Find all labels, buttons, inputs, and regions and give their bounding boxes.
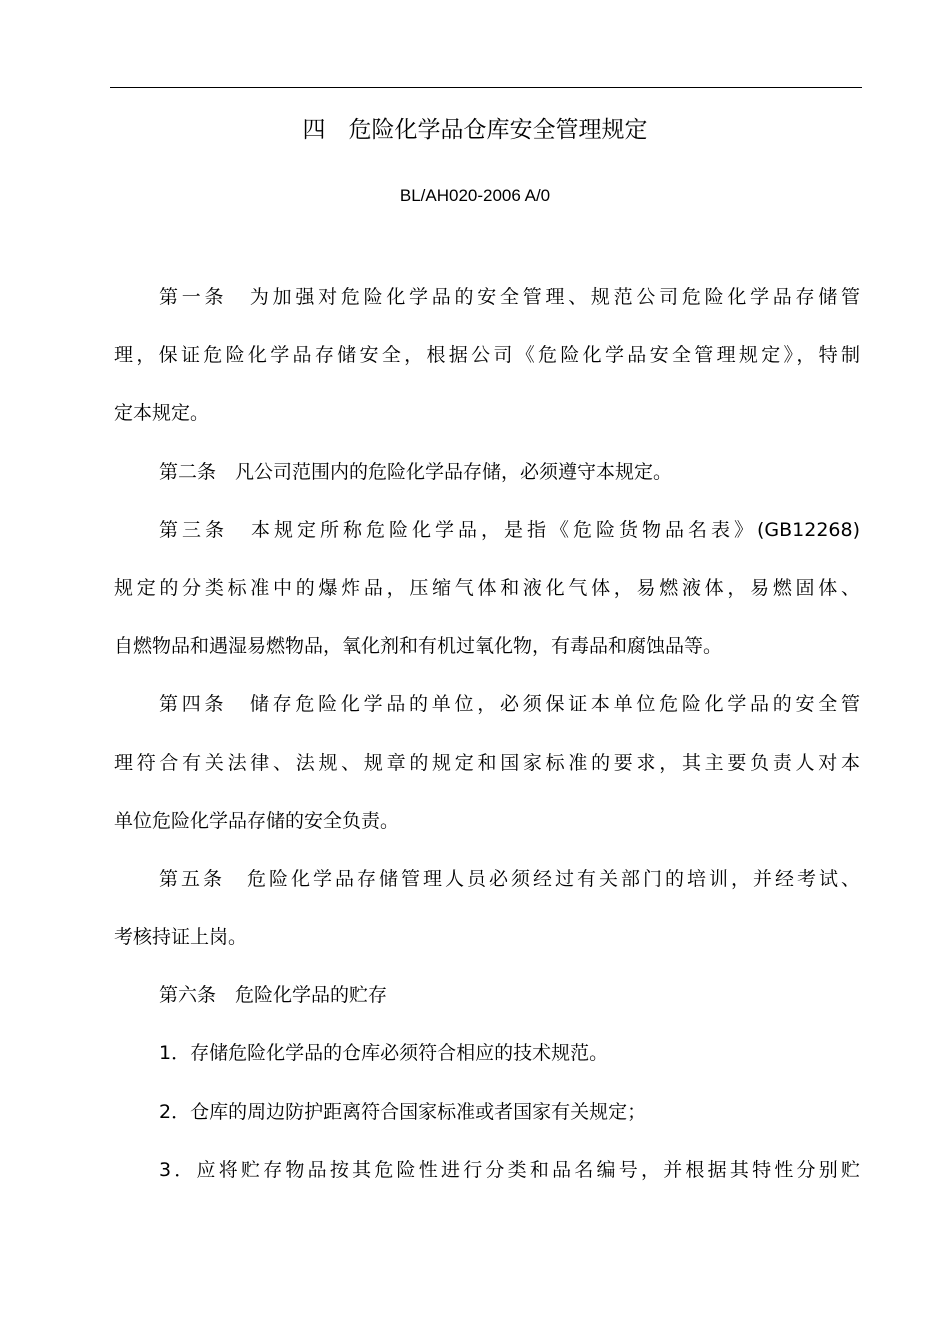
paragraph-line: 第二条 凡公司范围内的危险化学品存储，必须遵守本规定。 <box>159 460 673 483</box>
paragraph-line: 1．存储危险化学品的仓库必须符合相应的技术规范。 <box>159 1042 609 1065</box>
regulation-body <box>114 277 860 1208</box>
header-rule <box>110 87 862 88</box>
page-title: 四 危险化学品仓库安全管理规定 <box>302 117 648 143</box>
paragraph-line: 理符合有关法律、法规、规章的规定和国家标准的要求，其主要负责人对本 <box>114 751 860 774</box>
paragraph-line: 第六条 危险化学品的贮存 <box>159 984 388 1007</box>
paragraph-line: 单位危险化学品存储的安全负责。 <box>114 809 400 832</box>
paragraph-line: 定本规定。 <box>114 402 210 425</box>
paragraph-line: 3．应将贮存物品按其危险性进行分类和品名编号，并根据其特性分别贮 <box>159 1158 860 1181</box>
paragraph-line: 规定的分类标准中的爆炸品，压缩气体和液化气体，易燃液体，易燃固体、 <box>114 576 860 599</box>
paragraph-line: 理，保证危险化学品存储安全，根据公司《危险化学品安全管理规定》，特制 <box>114 344 860 367</box>
paragraph-line: 自燃物品和遇湿易燃物品，氧化剂和有机过氧化物，有毒品和腐蚀品等。 <box>114 635 723 658</box>
document-code: BL/AH020-2006 A/0 <box>399 186 551 205</box>
paragraph-line: 第三条 本规定所称危险化学品，是指《危险货物品名表》(GB12268) <box>159 518 860 541</box>
paragraph-line: 2．仓库的周边防护距离符合国家标准或者国家有关规定； <box>159 1100 647 1123</box>
paragraph-line: 第五条 危险化学品存储管理人员必须经过有关部门的培训，并经考试、 <box>159 867 860 890</box>
paragraph-line: 考核持证上岗。 <box>114 926 248 949</box>
paragraph-line: 第一条 为加强对危险化学品的安全管理、规范公司危险化学品存储管 <box>159 286 860 308</box>
paragraph-line: 第四条 储存危险化学品的单位，必须保证本单位危险化学品的安全管 <box>159 693 860 716</box>
